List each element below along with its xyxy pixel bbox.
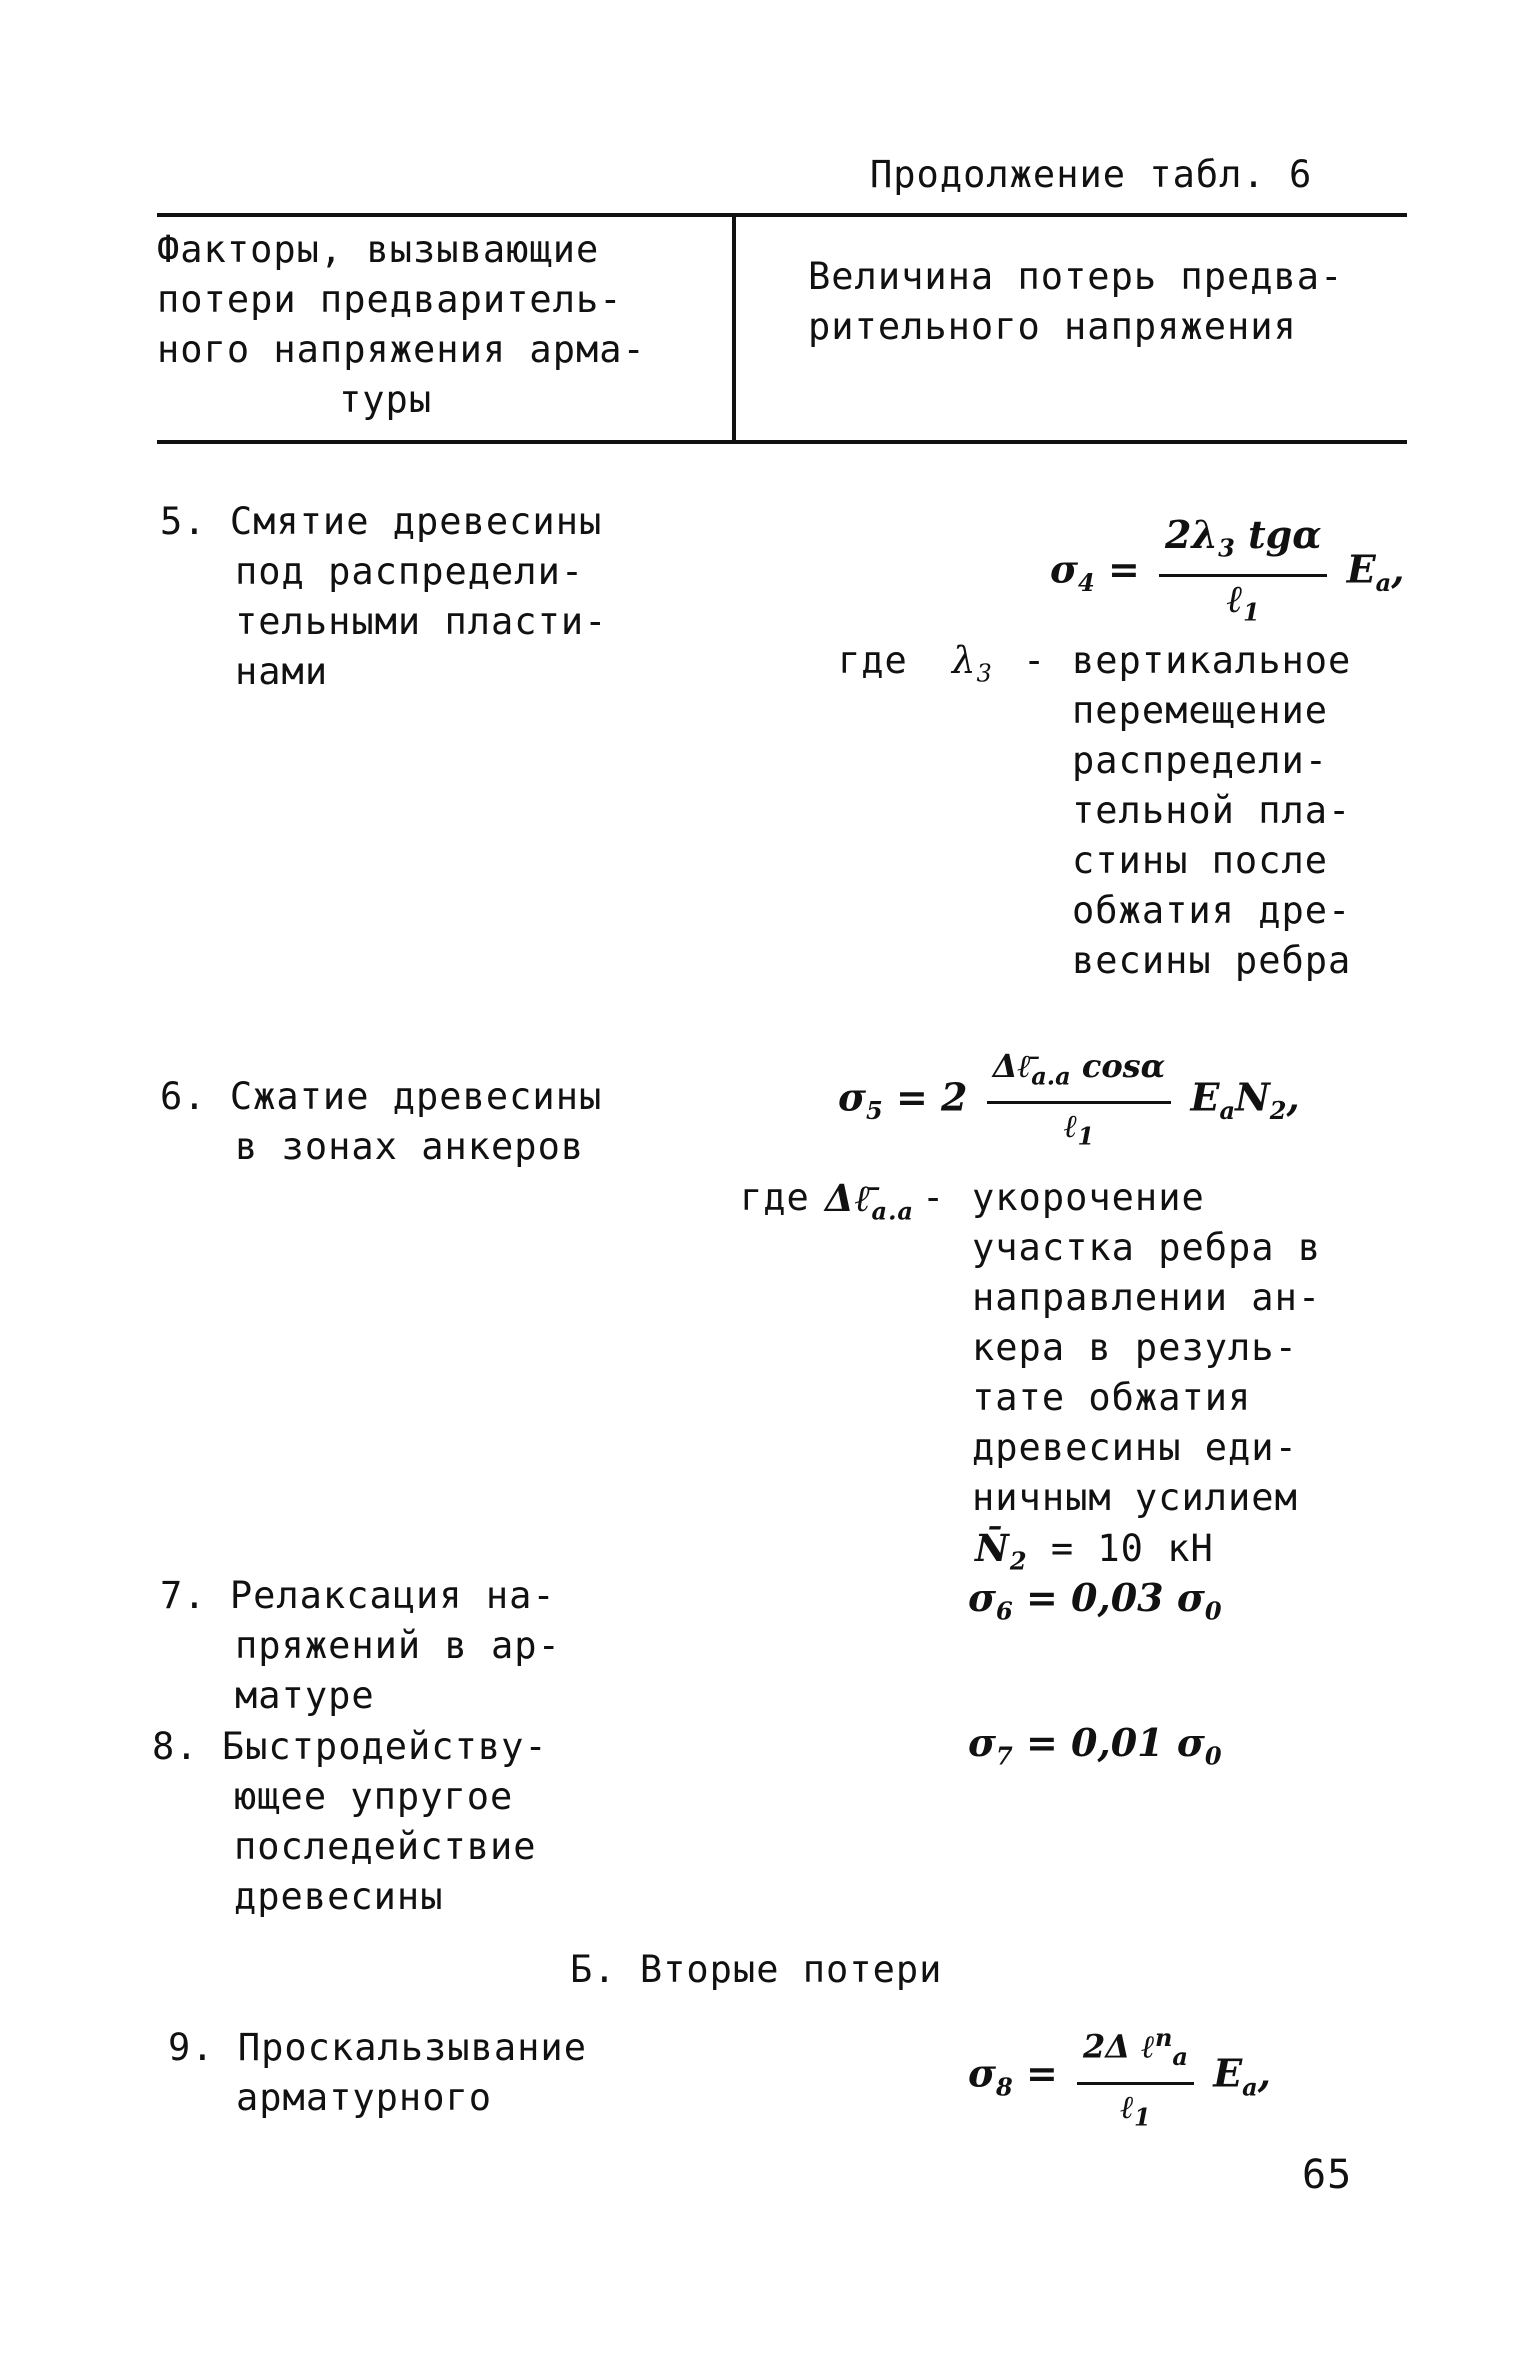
table-top-rule [157,213,1407,217]
table-column-divider [732,215,736,443]
row-6-where: где [740,1176,810,1219]
row-5-description: вертикальное перемещение распредели- тельной пла- стины после обжатия дре- весины ребра [1072,639,1352,982]
row-6-description: укорочение участка ребра в направлении ан- кера в резуль- тате обжатия древесины еди- ничным усилием [972,1176,1322,1519]
table-head-bottom-rule [157,440,1407,444]
row-5-where: где [838,639,908,682]
row-6-symbol: $\Delta\ell̄_{a.a}$ [825,1176,914,1226]
row-7-factor: 7. Релаксация на- пряжений в ар- матуре [160,1574,561,1717]
formula-sigma-7: $\sigma_7 = 0,01$ $\sigma_0$ [968,1720,1222,1771]
section-b-title: Б. Вторые потери [570,1948,943,1991]
row-5-factor: 5. Смятие древесины под распредели- тельными пласти- нами [160,500,608,693]
table-head-col2: Величина потерь предва- рительного напряжения [808,255,1344,348]
table-head-col1: Факторы, вызывающие потери предваритель- ного напряжения арма- туры [157,228,646,421]
formula-sigma-5: $\sigma_5 = 2$ $\frac{\Delta\ell̄_{a.a} \cos\alpha}{\ell_1}$ $E_aN_2$, [838,1043,1300,1159]
formula-sigma-4: $\sigma_4$ = $\frac{2\lambda_3 tg\alpha}{\ell_1}$ $E_a$, [1050,512,1405,627]
row-6-dash: - [922,1176,946,1219]
row-6-unit-force: $N̄_2 = 10$ кН [975,1526,1214,1576]
row-5-symbol: $\lambda_3$ [952,639,993,688]
row-8-factor: 8. Быстродейству- ющее упругое последействие древесины [152,1725,548,1918]
formula-sigma-6: $\sigma_6 = 0,03$ $\sigma_0$ [968,1575,1222,1626]
row-5-dash: - [1023,639,1047,682]
row-9-factor: 9. Проскальзывание арматурного [168,2026,587,2119]
formula-sigma-8: $\sigma_8$ = $\frac{2\Delta \ell^n_a}{\ell_1}$ $E_a$, [968,2015,1271,2139]
row-6-factor: 6. Сжатие древесины в зонах анкеров [160,1075,603,1168]
page-number: 65 [1302,2152,1353,2198]
table-continuation-label: Продолжение табл. 6 [870,153,1313,196]
